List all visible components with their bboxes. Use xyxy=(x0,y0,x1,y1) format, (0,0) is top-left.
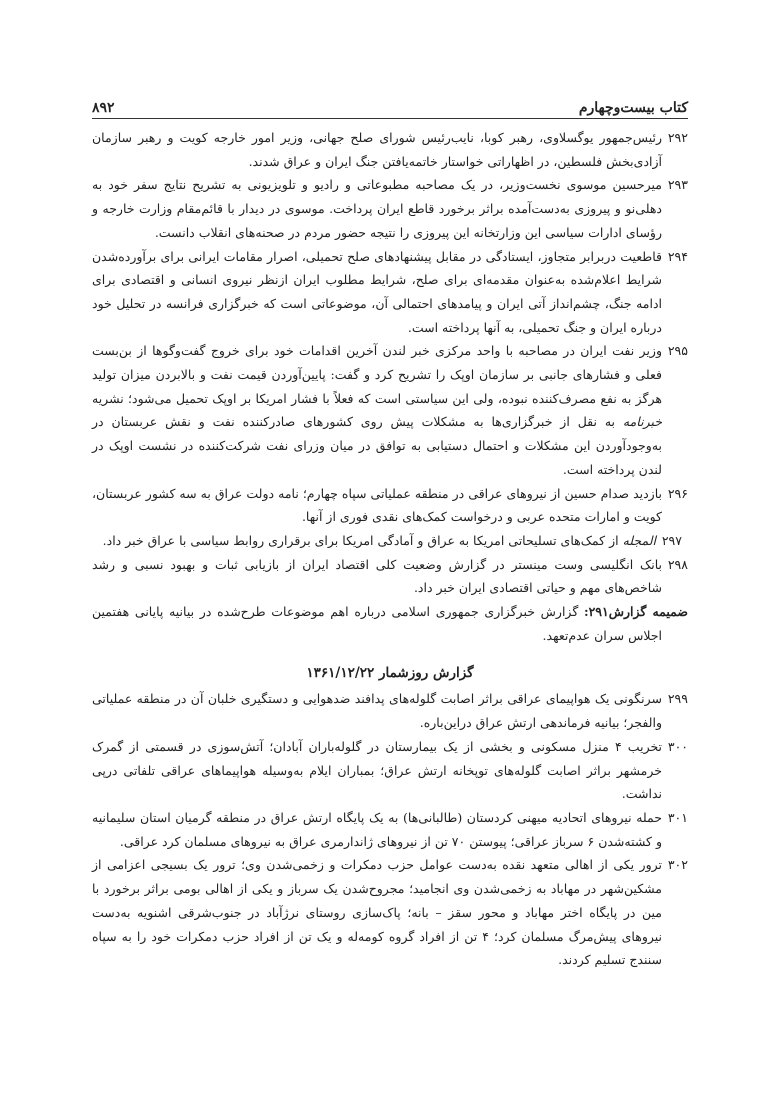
annex-291 xyxy=(92,600,688,647)
entry-299 xyxy=(92,687,688,734)
entry-302 xyxy=(92,853,688,972)
entry-296 xyxy=(92,482,688,529)
publication-title: خبرنامه xyxy=(622,414,662,430)
page-body xyxy=(92,126,688,972)
annex-text: گزارش خبرگزاری جمهوری اسلامی درباره اهم موضوعات طرح‌شده در بیانیه پایانی هفتمین اجلاس سران عدم‌تعهد. xyxy=(92,604,662,643)
running-header xyxy=(92,90,688,116)
entry-number: ۲۹۳ xyxy=(667,177,688,193)
entry-text-after: به نقل از خبرگزاری‌ها به مشکلات پیش روی کشورهای صادرکننده نفت و نقش عربستان در به‌وجودآوردن این مشکلات و احتمال دستیابی به توافق در میان وزرای نفت شرکت‌کننده در نشست اوپک در لندن پرداخته است. xyxy=(92,414,662,477)
entry-text: بازدید صدام حسین از نیروهای عراقی در منطقه عملیاتی سپاه چهارم؛ نامه دولت عراق به سه کشور عربستان، کویت و امارات متحده عربی و درخواست کمک‌های نقدی فوری از آنها. xyxy=(92,485,662,525)
entry-number: ۲۹۸ xyxy=(667,556,688,572)
entry-text: قاطعیت دربرابر متجاوز، ایستادگی در مقابل پیشنهادهای صلح تحمیلی، اصرار مقامات ایرانی برای برآورده‌شدن شرایط اعلام‌شده به‌عنوان مقدمه‌ای برای صلح، شرایط مطلوب ایران ازنظر نیروی انسانی و اقتصادی برای ادامه جنگ، چشم‌انداز آتی ایران و پیامدهای احتمالی آن، موضوعاتی است که خبرگزاری فرانسه در تحلیل خود درباره ایران و جنگ تحمیلی، به آنها پرداخته است. xyxy=(92,248,662,335)
entry-text: سرنگونی یک هواپیمای عراقی براثر اصابت گلوله‌های پدافند ضدهوایی و دستگیری خلبان آن در منطقه عملیاتی والفجر؛ بیانیه فرماندهی ارتش عراق دراین‌باره. xyxy=(92,691,662,731)
entry-number: ۲۹۴ xyxy=(667,248,688,264)
entry-number: ۲۹۵ xyxy=(667,343,688,359)
publication-title: المجله xyxy=(622,532,656,548)
entry-number: ۲۹۶ xyxy=(667,485,688,501)
entry-text: بانک انگلیسی وست مینستر در گزارش وضعیت کلی اقتصاد ایران از بازیابی ثبات و بهبود نسبی و رشد شاخص‌های مهم و حیاتی اقتصادی ایران خبر داد. xyxy=(92,556,662,596)
section-title: گزارش روزشمار ۱۳۶۱/۱۲/۲۲ xyxy=(306,665,474,682)
entry-297 xyxy=(92,529,682,553)
entry-293 xyxy=(92,173,688,244)
entry-text: حمله نیروهای اتحادیه میهنی کردستان (طالبانی‌ها) به یک پایگاه ارتش عراق در منطقه گرمیان استان سلیمانیه و کشته‌شدن ۶ سرباز عراقی؛ پیوستن ۷۰ تن از نیروهای ژاندارمری عراق به نیروهای مسلمان کرد عراقی. xyxy=(92,809,662,849)
entry-text: ترور یکی از اهالی متعهد نقده به‌دست عوامل حزب دمکرات و زخمی‌شدن وی؛ ترور یک بسیجی اعزامی از مشکین‌شهر در مهاباد به زخمی‌شدن وی انجامید؛ مجروح‌شدن یک سرباز و یکی از اهالی بومی براثر برخورد با مین در پایگاه اختر مهاباد و محور سقز – بانه؛ پاک‌سازی روستای نرژآباد در جنوب‌شرقی اشنویه به‌دست نیروهای پیش‌مرگ مسلمان کرد؛ ۴ تن از افراد گروه کومه‌له و یک تن از افراد حزب دمکرات خود را به سپاه سنندج تسلیم کردند. xyxy=(92,857,662,968)
header-rule xyxy=(92,118,688,119)
entry-number: ۳۰۲ xyxy=(667,857,688,873)
book-title: کتاب بیست‌وچهارم xyxy=(578,100,688,116)
entry-text-before: وزیر نفت ایران در مصاحبه با واحد مرکزی خبر لندن آخرین اقدامات خود برای خروج گفت‌وگوها از بن‌بست فعلی و فشارهای جانبی بر سازمان اوپک را تشریح کرد و گفت: پایین‌آوردن قیمت نفت و بالابردن میزان تولید هرگز به نفع مصرف‌کننده نبوده، ولی این سیاستی است که فعلاً با فشار امریکا بر اوپک تحمیل می‌شود؛ نشریه xyxy=(92,343,662,406)
entry-text: از کمک‌های تسلیحاتی امریکا به عراق و آمادگی امریکا برای برقراری روابط سیاسی با عراق خبر داد. xyxy=(102,532,623,548)
entry-300 xyxy=(92,735,688,806)
entry-292 xyxy=(92,126,688,173)
entry-301 xyxy=(92,806,688,853)
entry-295 xyxy=(92,339,688,481)
entry-number: ۳۰۰ xyxy=(667,738,689,754)
entry-text: تخریب ۴ منزل مسکونی و بخشی از یک بیمارستان در گلوله‌باران آبادان؛ آتش‌سوزی در قسمتی از گمرک خرمشهر براثر اصابت گلوله‌های توپخانه ارتش عراق؛ بمباران ایلام به‌وسیله هواپیماهای عراقی تلفاتی درپی نداشت. xyxy=(92,738,663,802)
entry-number: ۳۰۱ xyxy=(667,809,688,825)
entry-294 xyxy=(92,245,688,340)
page-number: ۸۹۲ xyxy=(92,100,115,116)
entry-number: ۲۹۲ xyxy=(667,130,688,145)
entry-text: رئیس‌جمهور یوگسلاوی، رهبر کوبا، نایب‌رئیس شورای صلح جهانی، وزیر امور خارجه کویت و رهبر سازمان آزادی‌بخش فلسطین، در اظهاراتی خواستار خاتمه‌یافتن جنگ ایران و عراق شدند. xyxy=(92,130,662,169)
annex-label: ضمیمه گزارش۲۹۱: xyxy=(583,604,688,620)
entry-298 xyxy=(92,553,688,600)
entry-number: ۲۹۹ xyxy=(667,691,688,707)
entry-number: ۲۹۷ xyxy=(661,532,682,548)
entry-text: میرحسین موسوی نخست‌وزیر، در یک مصاحبه مطبوعاتی و رادیو و تلویزیونی به تشریح نتایج سفر خود به دهلی‌نو و پیروزی به‌دست‌آمده براثر برخورد قاطع ایران پرداخت. موسوی در دیدار با قائم‌مقام وزارت خارجه و رؤسای ادارات سیاسی این وزارتخانه این پیروزی را نتیجه حضور مردم در صحنه‌های انقلاب دانست. xyxy=(92,177,662,240)
